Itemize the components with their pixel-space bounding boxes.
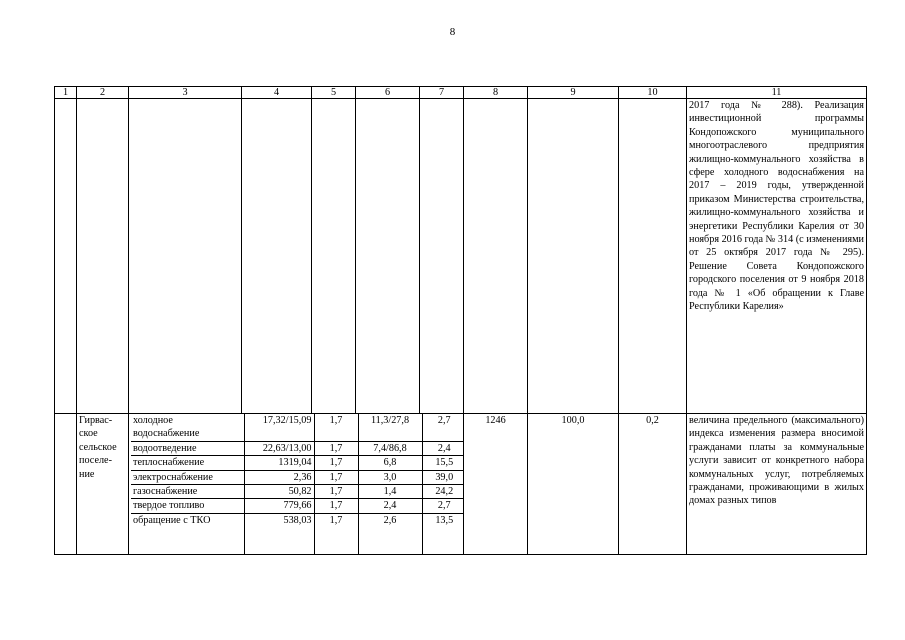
rate-value: 0,2 <box>619 414 687 555</box>
share-value: 13,5 <box>435 514 454 526</box>
services-table <box>131 414 464 554</box>
continuation-row <box>55 99 867 414</box>
service-name: обращение с ТКО <box>131 513 244 554</box>
index-explanation-text: величина предельного (максимального) индекса изменения размера вносимой гражданами платы за коммунальные услуги зависит от конкретного набора коммунальных услуг, потребляемых гражданами, проживающими в жилых домах разных типов <box>687 414 867 555</box>
tariff-value: 779,66 <box>244 499 314 513</box>
tariff-table <box>54 86 867 555</box>
services-block <box>129 414 464 555</box>
table-row <box>131 513 464 554</box>
share-value: 2,7 <box>422 414 464 441</box>
service-name: теплоснабжение <box>131 456 244 470</box>
cell-empty <box>356 99 420 414</box>
share-value: 24,2 <box>422 485 464 499</box>
volume-value: 1,4 <box>358 485 422 499</box>
index-value: 1,7 <box>314 513 358 554</box>
col-header-2: 2 <box>77 87 129 99</box>
index-value: 1,7 <box>314 414 358 441</box>
col-header-8: 8 <box>464 87 528 99</box>
service-name: твердое топливо <box>131 499 244 513</box>
cell-empty <box>77 99 129 414</box>
volume-value: 3,0 <box>358 470 422 484</box>
percent-value: 100,0 <box>528 414 619 555</box>
col-header-5: 5 <box>312 87 356 99</box>
index-value: 1,7 <box>314 485 358 499</box>
index-value: 1,7 <box>314 441 358 455</box>
settlement-row <box>55 414 867 555</box>
index-value: 1,7 <box>314 456 358 470</box>
tariff-value: 538,03 <box>244 513 314 554</box>
col-header-11: 11 <box>687 87 867 99</box>
index-value: 1,7 <box>314 470 358 484</box>
tariff-value: 50,82 <box>244 485 314 499</box>
settlement-name: Гирвас-ское сельское поселе-ние <box>77 414 129 555</box>
col-header-9: 9 <box>528 87 619 99</box>
population-value: 1246 <box>464 414 528 555</box>
service-name: электроснабжение <box>131 470 244 484</box>
cell-empty <box>528 99 619 414</box>
col-header-1: 1 <box>55 87 77 99</box>
cell-empty <box>464 99 528 414</box>
cell-empty <box>129 99 242 414</box>
table-row <box>131 456 464 470</box>
tariff-value: 1319,04 <box>244 456 314 470</box>
share-value: 2,4 <box>422 441 464 455</box>
tariff-value: 17,32/15,09 <box>244 414 314 441</box>
share-value: 15,5 <box>422 456 464 470</box>
col-header-6: 6 <box>356 87 420 99</box>
table-row <box>131 499 464 513</box>
col-header-10: 10 <box>619 87 687 99</box>
cell-empty <box>420 99 464 414</box>
volume-value: 2,6 <box>358 513 422 554</box>
volume-value: 2,4 <box>358 499 422 513</box>
cell-empty <box>242 99 312 414</box>
cell-empty <box>55 414 77 555</box>
cell-empty <box>312 99 356 414</box>
volume-value: 11,3/27,8 <box>358 414 422 441</box>
cell-empty <box>619 99 687 414</box>
table-row <box>131 485 464 499</box>
volume-value: 7,4/86,8 <box>358 441 422 455</box>
volume-value: 6,8 <box>358 456 422 470</box>
share-value: 39,0 <box>422 470 464 484</box>
tariff-value: 2,36 <box>244 470 314 484</box>
table-row <box>131 414 464 441</box>
tariff-value: 22,63/13,00 <box>244 441 314 455</box>
table-row <box>131 441 464 455</box>
service-name: холодное водоснабжение <box>131 414 244 441</box>
table-row <box>131 470 464 484</box>
col-header-3: 3 <box>129 87 242 99</box>
cell-empty <box>55 99 77 414</box>
share-value: 2,7 <box>422 499 464 513</box>
index-value: 1,7 <box>314 499 358 513</box>
service-name: газоснабжение <box>131 485 244 499</box>
service-name: водоотведение <box>131 441 244 455</box>
page-number: 8 <box>449 26 456 38</box>
col-header-4: 4 <box>242 87 312 99</box>
header-row <box>55 87 867 99</box>
col-header-7: 7 <box>420 87 464 99</box>
legal-basis-text: 2017 года № 288). Реализация инвестиционной программы Кондопожского муниципального многоотраслевого предприятия жилищно-коммунального хозяйства в сфере холодного водоснабжения на 2017 – 2019 годы, утвержденной приказом Министерства строительства, жилищно-коммунального хозяйства и энергетики Республики Карелия от 30 ноября 2016 года № 314 (с изменениями от 25 октября 2017 года № 295). Решение Совета Кондопожского городского поселения от 9 ноября 2018 года № 1 «Об обращении к Главе Республики Карелия» <box>687 99 867 414</box>
